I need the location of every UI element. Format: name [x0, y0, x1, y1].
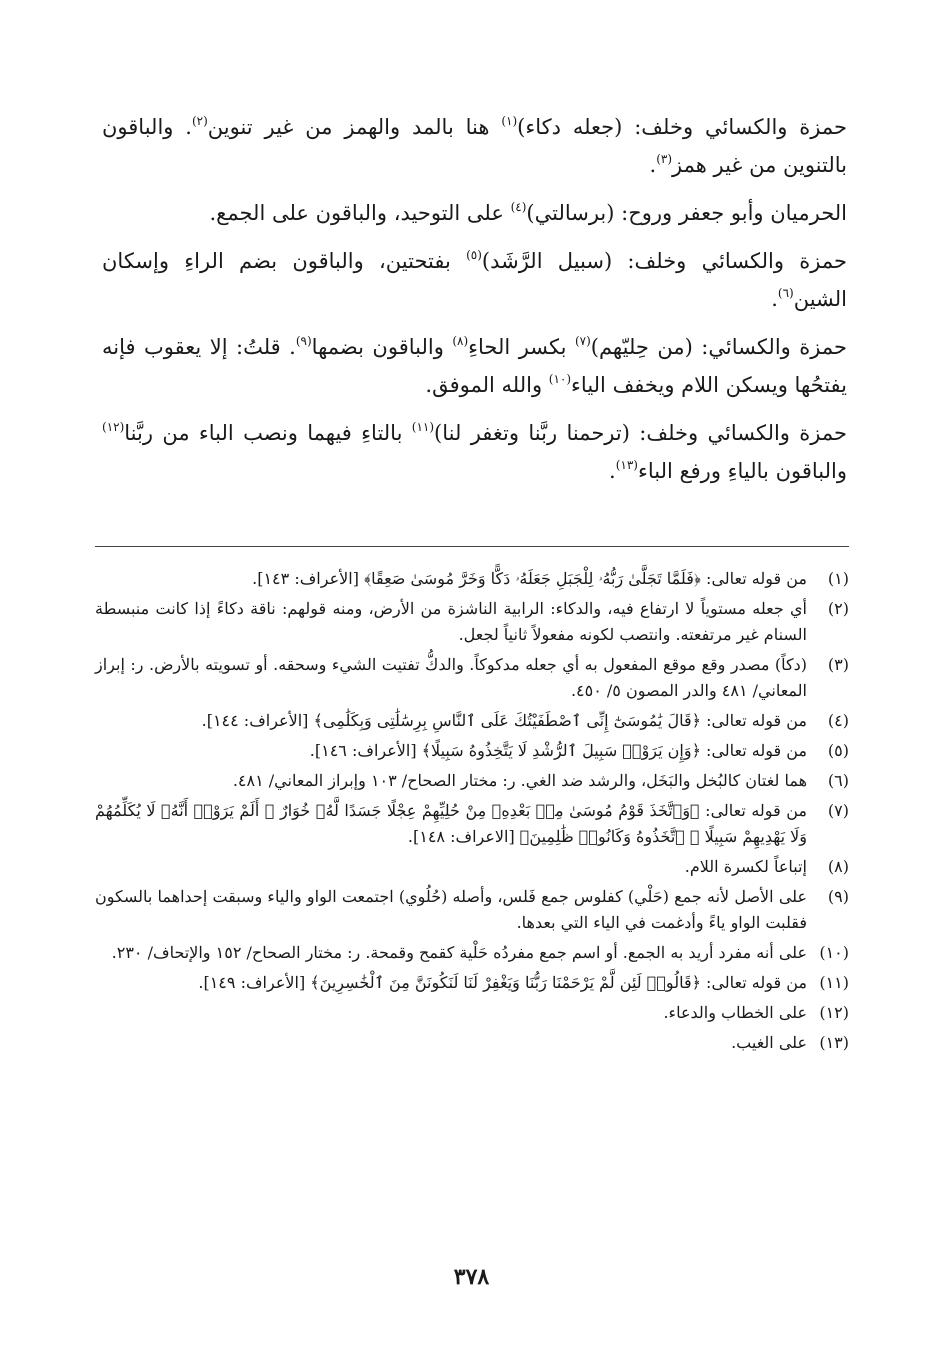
footnote-marker: (١٢)	[102, 420, 125, 434]
text-run: حمزة والكسائي وخلف: (ترحمنا ربَّنا وتغفر لنا)	[434, 421, 847, 445]
footnote-text: هما لغتان كالبُخل والبَخَل، والرشد ضد الغي. ر: مختار الصحاح/ ١٠٣ وإبراز المعاني/ ٤٨١.	[232, 771, 807, 790]
footnote-text: إتباعاً لكسرة اللام.	[684, 857, 807, 876]
footnote	[95, 1030, 849, 1056]
text-run: حمزة والكسائي وخلف: (سبيل الرَّشَد)	[481, 249, 847, 273]
text-run: . والباقون بالتنوين من غير همز	[102, 115, 847, 177]
footnote-number: (١)	[827, 569, 849, 588]
text-run: حمزة والكسائي: (من حِليّهم)	[590, 335, 847, 359]
footnote-number: (١٢)	[819, 1003, 849, 1022]
footnote	[95, 738, 849, 764]
footnote-number: (٨)	[827, 857, 849, 876]
footnote-separator	[95, 546, 849, 547]
footnote-marker: (٥)	[466, 248, 482, 262]
footnote-text: من قوله تعالى: ﴿قَالَ يَٰمُوسَىٰٓ إِنِّى ٱصْطَفَيْتُكَ عَلَى ٱلنَّاسِ بِرِسَٰلَٰتِى وَبِكَلَٰمِى﴾ [الأعراف: ١٤٤].	[201, 711, 807, 730]
footnote-number: (٧)	[827, 801, 849, 820]
footnote	[95, 596, 849, 648]
footnote	[95, 768, 849, 794]
footnote-number: (٥)	[827, 741, 849, 760]
footnote	[95, 566, 849, 592]
text-run: بالتاءِ فيهما ونصب الباء من ربَّنا	[124, 421, 412, 445]
footnote-number: (٢)	[827, 599, 849, 618]
text-run: .	[649, 153, 657, 177]
text-run: والباقون بالياءِ ورفع الباء	[637, 459, 847, 483]
footnote-text: أي جعله مستوياً لا ارتفاع فيه، والدكاء: الرابية الناشزة من الأرض، ومنه قولهم: ناقة دكاءً إذا كانت منبسطة السنام غير مرتفعته. وانتصب لكونه مفعولاً ثانياً لجعل.	[95, 599, 808, 644]
text-run: والله الموفق.	[425, 373, 549, 397]
footnotes	[95, 566, 849, 1060]
footnote	[95, 970, 849, 996]
text-run: .	[771, 287, 778, 311]
body-paragraph	[102, 414, 847, 490]
body-paragraph	[102, 242, 847, 318]
footnote-marker: (٨)	[452, 334, 469, 348]
body-paragraph	[102, 328, 847, 404]
footnote-marker: (٩)	[295, 334, 312, 348]
footnote-text: على الأصل لأنه جمع (حَلْي) كفلوس جمع فَلس، وأصله (حُلُوي) اجتمعت الواو والياء وسبقت إحداهما بالسكون فقلبت الواو ياءً وأدغمت في الياء التي بعدها.	[95, 887, 807, 932]
footnote-marker: (٦)	[777, 286, 794, 300]
text-run: بكسر الحاءِ	[468, 335, 575, 359]
text-run: على التوحيد، والباقون على الجمع.	[209, 201, 511, 225]
footnote-marker: (١٠)	[548, 372, 572, 386]
text-run: .	[609, 459, 616, 483]
text-run: حمزة والكسائي وخلف: (جعله دكاء)	[517, 115, 847, 139]
footnote	[95, 884, 849, 936]
footnote-text: على الغيب.	[731, 1033, 807, 1052]
footnote-marker: (٧)	[574, 334, 591, 348]
footnote	[95, 1000, 849, 1026]
footnote-text: على أنه مفرد أريد به الجمع. أو اسم جمع مفردُه حَلْية كقمح وقمحة. ر: مختار الصحاح/ ١٥٢ والإتحاف/ ٢٣٠.	[111, 943, 807, 962]
text-run: الحرميان وأبو جعفر وروح: (برسالتي)	[526, 201, 847, 225]
footnote-marker: (٤)	[510, 200, 527, 214]
text-run: بفتحتين، والباقون بضم الراءِ وإسكان الشين	[102, 249, 847, 311]
text-run: والباقون بضمها	[311, 335, 453, 359]
footnote-number: (٤)	[827, 711, 849, 730]
footnote-marker: (١٣)	[615, 458, 638, 472]
footnote-text: من قوله تعالى: ﴿وَإِن يَرَوْا۟ سَبِيلَ ٱلرُّشْدِ لَا يَتَّخِذُوهُ سَبِيلًا﴾ [الأعراف: ١٤٦].	[309, 741, 807, 760]
footnote	[95, 652, 849, 704]
footnote-text: من قوله تعالى: ﴿وَٱتَّخَذَ قَوْمُ مُوسَىٰ مِنۢ بَعْدِهِۦ مِنْ حُلِيِّهِمْ عِجْلًا جَسَدًا لَّهُۥ خُوَارٌ ۚ أَلَمْ يَرَوْا۟ أَنَّهُۥ لَا يُكَلِّمُهُمْ وَلَا يَهْدِيهِمْ سَبِيلًا ۘ ٱتَّخَذُوهُ وَكَانُوا۟ ظَٰلِمِينَ﴾ [الاعراف: ١٤٨].	[95, 801, 807, 846]
footnote	[95, 798, 849, 850]
footnote-number: (٩)	[827, 887, 849, 906]
text-run: هنا بالمد والهمز من غير تنوين	[207, 115, 502, 139]
body-paragraph	[102, 194, 847, 232]
footnote-number: (١١)	[819, 973, 849, 992]
page-number: ٣٧٨	[453, 1264, 490, 1290]
footnote	[95, 708, 849, 734]
footnote-text: من قوله تعالى: ﴿قَالُوا۟ لَئِن لَّمْ يَرْحَمْنَا رَبُّنَا وَيَغْفِرْ لَنَا لَنَكُونَنَّ مِنَ ٱلْخَٰسِرِينَ﴾ [الأعراف: ١٤٩].	[198, 973, 807, 992]
text-run: . قلتُ: إلا يعقوب فإنه يفتحُها ويسكن اللام ويخفف الياء	[102, 335, 847, 397]
body-paragraph	[102, 108, 847, 184]
footnote-text: على الخطاب والدعاء.	[663, 1003, 807, 1022]
footnote-marker: (٢)	[191, 114, 208, 128]
footnote-marker: (١١)	[411, 420, 435, 434]
footnote	[95, 854, 849, 880]
footnote-text: من قوله تعالى: ﴿فَلَمَّا تَجَلَّىٰ رَبُّهُۥ لِلْجَبَلِ جَعَلَهُۥ دَكًّا وَخَرَّ مُوسَىٰ صَعِقًا﴾ [الأعراف: ١٤٣].	[252, 569, 807, 588]
footnote-number: (١٠)	[819, 943, 849, 962]
main-text	[102, 108, 847, 500]
footnote-number: (٦)	[827, 771, 849, 790]
footnote	[95, 940, 849, 966]
footnote-marker: (٣)	[656, 152, 673, 166]
footnote-marker: (١)	[501, 114, 518, 128]
footnote-text: (دكاً) مصدر وقع موقع المفعول به أي جعله مدكوكاً. والدكُّ تفتيت الشيء وسحقه. أو تسويته بالأرض. ر: إبراز المعاني/ ٤٨١ والدر المصون ٥/ ٤٥٠.	[95, 655, 807, 700]
footnote-number: (١٣)	[819, 1033, 849, 1052]
footnote-number: (٣)	[827, 655, 849, 674]
